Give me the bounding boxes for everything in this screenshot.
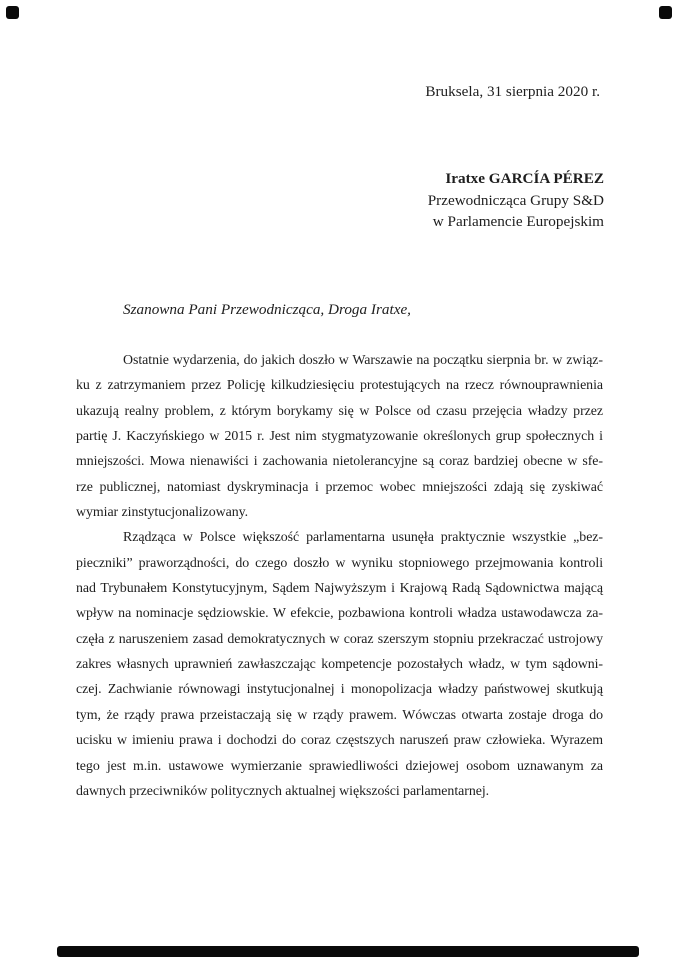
corner-mark-top-left-icon [6, 6, 19, 19]
recipient-organization: w Parlamencie Europejskim [432, 213, 604, 230]
date-line: Bruksela, 31 sierpnia 2020 r. [425, 83, 600, 100]
recipient-name: Iratxe GARCÍA PÉREZ [445, 170, 604, 187]
paragraph2-line: tego jest m.in. ustawowe wymierzanie sprawiedliwości dziejowej osobom uznawanym za [76, 758, 603, 774]
corner-mark-top-right-icon [659, 6, 672, 19]
paragraph1-line: rze publicznej, natomiast dyskryminacja i przemoc wobec mniejszości zdają się zyskiwać [76, 479, 603, 495]
paragraph2-line: Rządząca w Polsce większość parlamentarna usunęła praktycznie wszystkie „bez- [123, 530, 603, 546]
paragraph1-line: ku z zatrzymaniem przez Policję kilkudziesięciu protestujących na rzecz równouprawnienia [76, 378, 603, 394]
paragraph2-line: dawnych przeciwników politycznych aktualnej większości parlamentarnej. [76, 783, 490, 799]
paragraph1-line: Ostatnie wydarzenia, do jakich doszło w Warszawie na początku sierpnia br. w związ- [123, 353, 603, 368]
paragraph1-line: wymiar zinstytucjonalizowany. [76, 505, 249, 521]
paragraph2-line: zakres własnych uprawnień zawłaszczając kompetencje pozostałych władz, w tym sądowni- [76, 657, 603, 673]
paragraph1-line: mniejszości. Mowa nienawiści i zachowania nietolerancyjne są coraz bardziej obecne w sfe- [76, 454, 603, 470]
bottom-bar [57, 946, 639, 957]
recipient-block [428, 168, 604, 233]
letter-body [76, 348, 603, 804]
paragraph1-line: partię J. Kaczyńskiego w 2015 r. Jest nim stygmatyzowanie określonych grup społecznych i [76, 429, 603, 445]
paragraph2-line: ucisku w imieniu prawa i dochodzi do coraz częstszych naruszeń praw człowieka. Wyrazem [76, 733, 603, 749]
paragraph2-line: nad Trybunałem Konstytucyjnym, Sądem Najwyższym i Krajową Radą Sądownictwa mającą [76, 581, 603, 597]
paragraph2-line: pieczniki” praworządności, do czego doszło w wyniku stopniowego przejmowania kontroli [76, 555, 603, 571]
paragraph2-line: tym, że rządy prawa przeistaczają się w rządy prawem. Wówczas otwarta zostaje droga do [76, 707, 603, 723]
recipient-title: Przewodnicząca Grupy S&D [427, 191, 604, 209]
paragraph2-line: czej. Zachwianie równowagi instytucjonalnej i monopolizacja władzy państwowej skutkują [76, 682, 603, 698]
salutation: Szanowna Pani Przewodnicząca, Droga Iratxe, [123, 301, 411, 318]
paragraph2-line: częła z naruszeniem zasad demokratycznych w coraz szerszym stopniu przekraczać ustrojowy [76, 631, 603, 647]
paragraph1-line: ukazują realny problem, z którym borykamy się w Polsce od czasu przejęcia władzy przez [76, 403, 603, 419]
paragraph2-line: wpływ na nominacje sędziowskie. W efekcie, pozbawiona kontroli władza ustawodawcza za- [76, 606, 603, 622]
